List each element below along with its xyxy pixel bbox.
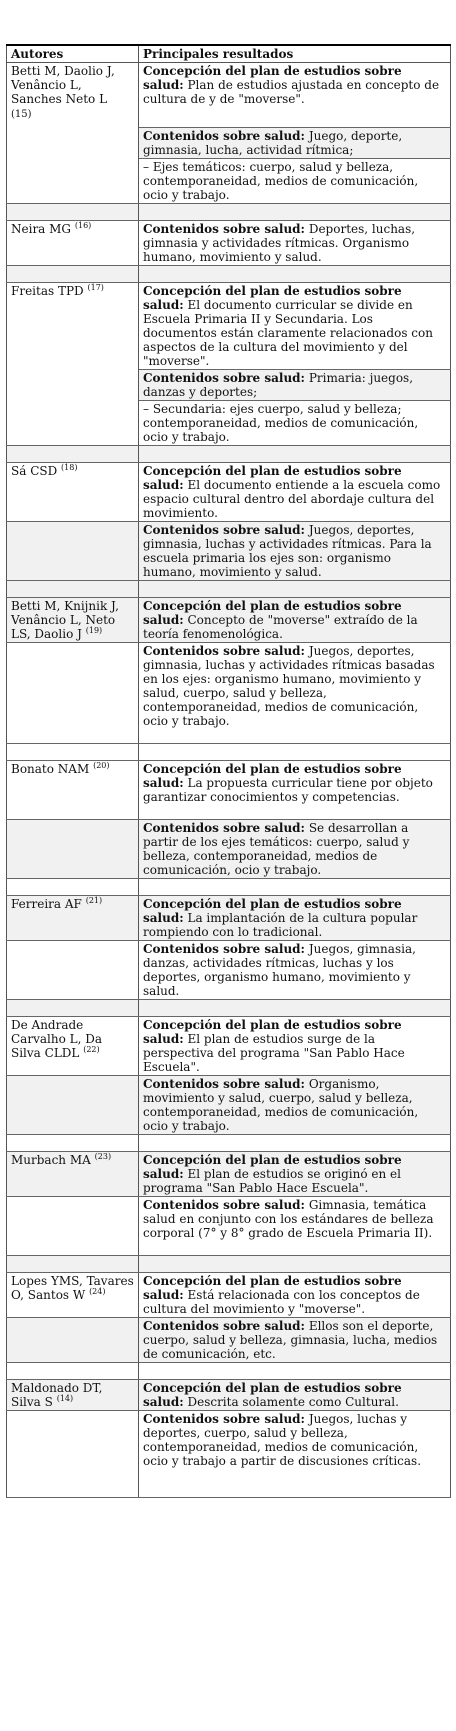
table-row	[7, 463, 451, 522]
author-name: Ferreira AF	[11, 897, 82, 911]
concepcion-cell	[139, 1152, 451, 1197]
table-row	[7, 1017, 451, 1076]
contenidos-label: Contenidos sobre salud:	[143, 1077, 305, 1091]
spacer-row	[7, 1135, 451, 1152]
contenidos-text: Gimnasia, temática salud en conjunto con los estándares de belleza corporal (7° y 8° grado de Escuela Primaria II).	[143, 1198, 434, 1240]
author-cell	[7, 598, 139, 643]
contenidos-text: Juegos, deportes, gimnasia, luchas y actividades rítmicas. Para la escuela primaria los ejes son: organismo humano, movimiento y salud.	[143, 523, 432, 579]
table-row	[7, 1273, 451, 1318]
author-cell	[7, 221, 139, 266]
contenidos-cell	[139, 1197, 451, 1256]
concepcion-cell	[139, 1017, 451, 1076]
contenidos-cell	[139, 1411, 451, 1498]
spacer-row	[7, 879, 451, 896]
table-row	[7, 283, 451, 370]
contenidos-label: Contenidos sobre salud:	[143, 644, 305, 658]
concepcion-label: Concepción del plan de estudios sobre salud:	[143, 897, 402, 925]
author-cell	[7, 1380, 139, 1411]
concepcion-text: Está relacionada con los conceptos de cultura del movimiento y "moverse".	[143, 1288, 420, 1316]
author-name: Bonato NAM	[11, 762, 90, 776]
concepcion-cell	[139, 283, 451, 370]
contenidos-text: Juegos, deportes, gimnasia, luchas y actividades rítmicas basadas en los ejes: organismo humano, movimiento y salud, cuerpo, salud y belleza, contemporaneidad, medios de comunicación, ocio y trabajo.	[143, 644, 435, 728]
contenidos-cell	[139, 941, 451, 1000]
author-ref: (17)	[87, 283, 104, 292]
contenidos-label: Contenidos sobre salud:	[143, 1198, 305, 1212]
author-cell-empty	[7, 1076, 139, 1135]
concepcion-label: Concepción del plan de estudios sobre salud:	[143, 1018, 402, 1046]
table-row	[7, 1197, 451, 1256]
author-name: Sá CSD	[11, 464, 58, 478]
concepcion-text: El documento curricular se divide en Escuela Primaria II y Secundaria. Los documentos están claramente relacionados con aspectos de la cultura del movimiento y del "moverse".	[143, 298, 433, 368]
table-row	[7, 896, 451, 941]
author-cell-empty	[7, 1197, 139, 1256]
spacer-row	[7, 204, 451, 221]
table-header-row	[7, 45, 451, 63]
concepcion-cell	[139, 1380, 451, 1411]
concepcion-cell	[139, 463, 451, 522]
table-row	[7, 1076, 451, 1135]
contenidos-cell	[139, 643, 451, 744]
concepcion-cell	[139, 1273, 451, 1318]
author-name: Betti M, Knijnik J, Venâncio L, Neto LS, Daolio J	[11, 599, 119, 641]
concepcion-label: Concepción del plan de estudios sobre salud:	[143, 762, 402, 790]
author-ref: (20)	[93, 761, 110, 770]
author-name: Lopes YMS, Tavares O, Santos W	[11, 1274, 134, 1302]
author-cell-empty	[7, 820, 139, 879]
concepcion-label: Concepción del plan de estudios sobre salud:	[143, 284, 402, 312]
concepcion-text: El plan de estudios se originó en el programa "San Pablo Hace Escuela".	[143, 1167, 401, 1195]
concepcion-text: Plan de estudios ajustada en concepto de cultura de y de "moverse".	[143, 78, 440, 106]
spacer-row	[7, 581, 451, 598]
contenidos-label: Contenidos sobre salud:	[143, 821, 305, 835]
author-cell-empty	[7, 522, 139, 581]
concepcion-text: Descrita solamente como Cultural.	[187, 1395, 399, 1409]
author-cell	[7, 1273, 139, 1318]
contenidos-cell	[139, 1076, 451, 1135]
author-cell	[7, 1152, 139, 1197]
table-row	[7, 522, 451, 581]
contenidos-text: Deportes, luchas, gimnasia y actividades rítmicas. Organismo humano, movimiento y salud.	[143, 222, 416, 264]
concepcion-text: La implantación de la cultura popular rompiendo con lo tradicional.	[143, 911, 418, 939]
author-cell	[7, 463, 139, 522]
spacer-row	[7, 744, 451, 761]
table-row	[7, 1380, 451, 1411]
concepcion-label: Concepción del plan de estudios sobre salud:	[143, 1153, 402, 1181]
author-cell-empty	[7, 941, 139, 1000]
author-cell	[7, 896, 139, 941]
table-row	[7, 221, 451, 266]
author-cell-empty	[7, 1411, 139, 1498]
contenidos-cell	[139, 370, 451, 401]
contenidos-label: Contenidos sobre salud:	[143, 942, 305, 956]
author-cell	[7, 1017, 139, 1076]
author-ref: (23)	[94, 1152, 112, 1161]
concepcion-cell	[139, 761, 451, 820]
author-cell	[7, 63, 139, 204]
concepcion-text: El documento entiende a la escuela como espacio cultural dentro del abordaje cultura del movimiento.	[143, 478, 441, 520]
table-row	[7, 941, 451, 1000]
spacer-row	[7, 266, 451, 283]
author-ref: (18)	[61, 463, 78, 472]
table-row	[7, 761, 451, 820]
author-name: Freitas TPD	[11, 284, 84, 298]
concepcion-label: Concepción del plan de estudios sobre salud:	[143, 1274, 402, 1302]
author-cell-empty	[7, 1318, 139, 1363]
table-row	[7, 63, 451, 128]
contenidos-cell	[139, 522, 451, 581]
spacer-row	[7, 1000, 451, 1017]
author-ref: (21)	[85, 896, 103, 905]
author-name: Betti M, Daolio J, Venâncio L, Sanches Neto L	[11, 64, 115, 106]
spacer-row	[7, 1363, 451, 1380]
table-row	[7, 1411, 451, 1498]
author-ref: (24)	[89, 1287, 106, 1296]
contenidos-cell	[139, 221, 451, 266]
concepcion-label: Concepción del plan de estudios sobre salud:	[143, 1381, 402, 1409]
contenidos-label: Contenidos sobre salud:	[143, 523, 305, 537]
extra-cell: – Secundaria: ejes cuerpo, salud y belleza; contemporaneidad, medios de comunicación, ocio y trabajo.	[139, 401, 451, 446]
header-authors: Autores	[7, 45, 139, 63]
author-ref: (19)	[85, 626, 103, 635]
contenidos-label: Contenidos sobre salud:	[143, 1412, 305, 1426]
table-row	[7, 598, 451, 643]
results-table	[6, 44, 451, 1498]
concepcion-label: Concepción del plan de estudios sobre salud:	[143, 464, 402, 492]
contenidos-label: Contenidos sobre salud:	[143, 129, 305, 143]
author-name: Maldonado DT, Silva S	[11, 1381, 103, 1409]
table-row	[7, 643, 451, 744]
concepcion-text: La propuesta curricular tiene por objeto garantizar conocimientos y competencias.	[143, 776, 433, 804]
author-ref: (15)	[11, 109, 32, 120]
contenidos-text: Juegos, gimnasia, danzas, actividades rítmicas, luchas y los deportes, organismo humano, movimiento y salud.	[143, 942, 416, 998]
contenidos-text: Organismo, movimiento y salud, cuerpo, salud y belleza, contemporaneidad, medios de comunicación, ocio y trabajo.	[143, 1077, 419, 1133]
author-cell	[7, 761, 139, 820]
author-ref: (22)	[83, 1045, 100, 1054]
author-cell	[7, 283, 139, 446]
contenidos-text: Primaria: juegos, danzas y deportes;	[143, 371, 414, 399]
table-row	[7, 820, 451, 879]
table-row	[7, 1152, 451, 1197]
contenidos-text: Juegos, luchas y deportes, cuerpo, salud y belleza, contemporaneidad, medios de comunicación, ocio y trabajo a partir de discusiones críticas.	[143, 1412, 422, 1468]
contenidos-text: Se desarrollan a partir de los ejes temáticos: cuerpo, salud y belleza, contemporaneidad, medios de comunicación, ocio y trabajo.	[143, 821, 410, 877]
concepcion-label: Concepción del plan de estudios sobre salud:	[143, 64, 402, 92]
contenidos-cell	[139, 128, 451, 159]
concepcion-cell	[139, 63, 451, 128]
extra-cell: – Ejes temáticos: cuerpo, salud y belleza, contemporaneidad, medios de comunicación, ocio y trabajo.	[139, 159, 451, 204]
contenidos-cell	[139, 820, 451, 879]
header-results: Principales resultados	[139, 45, 451, 63]
contenidos-text: Ellos son el deporte, cuerpo, salud y belleza, gimnasia, lucha, medios de comunicación, etc.	[143, 1319, 438, 1361]
contenidos-label: Contenidos sobre salud:	[143, 1319, 305, 1333]
author-name: De Andrade Carvalho L, Da Silva CLDL	[11, 1018, 102, 1060]
concepcion-cell	[139, 896, 451, 941]
author-cell-empty	[7, 643, 139, 744]
concepcion-text: Concepto de "moverse" extraído de la teoría fenomenológica.	[143, 613, 418, 641]
contenidos-cell	[139, 1318, 451, 1363]
author-ref: (16)	[74, 221, 92, 230]
concepcion-label: Concepción del plan de estudios sobre salud:	[143, 599, 402, 627]
spacer-row	[7, 446, 451, 463]
concepcion-cell	[139, 598, 451, 643]
concepcion-text: El plan de estudios surge de la perspectiva del programa "San Pablo Hace Escuela".	[143, 1032, 405, 1074]
table-row	[7, 1318, 451, 1363]
contenidos-label: Contenidos sobre salud:	[143, 222, 305, 236]
author-name: Neira MG	[11, 222, 72, 236]
contenidos-label: Contenidos sobre salud:	[143, 371, 305, 385]
author-ref: (14)	[56, 1394, 74, 1403]
contenidos-text: Juego, deporte, gimnasia, lucha, actividad rítmica;	[143, 129, 403, 157]
spacer-row	[7, 1256, 451, 1273]
author-name: Murbach MA	[11, 1153, 91, 1167]
